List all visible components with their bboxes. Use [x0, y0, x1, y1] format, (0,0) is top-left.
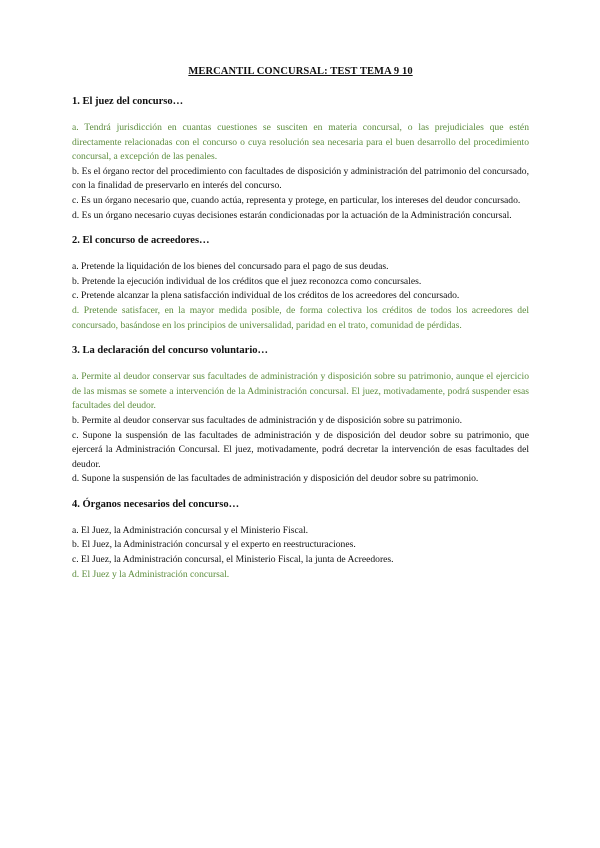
question-heading: 2. El concurso de acreedores… — [72, 235, 210, 247]
option-a: a. El Juez, la Administración concursal y el Ministerio Fiscal. — [72, 524, 309, 536]
option-c: c. Pretende alcanzar la plena satisfacción individual de los créditos de los acreedores del concursado. — [72, 290, 460, 302]
question-heading: 1. El juez del concurso… — [72, 96, 184, 107]
option-b: b. Permite al deudor conservar sus facultades de administración y de disposición sobre su patrimonio. — [72, 414, 463, 426]
option-d: d. Supone la suspensión de las facultades de administración y disposición del deudor sobre su patrimonio. — [72, 473, 479, 485]
option-c: c. El Juez, la Administración concursal, el Ministerio Fiscal, la junta de Acreedores. — [72, 554, 394, 566]
option-c: c. Es un órgano necesario que, cuando actúa, representa y protege, en particular, los intereses del deudor concursado. — [72, 194, 521, 206]
option-d-correct: d. Pretende satisfacer, en la mayor medida posible, de forma colectiva los créditos de todos los acreedores del concursado, basándose en los principios de universalidad, paridad en el trato, comunidad de pérdidas. — [72, 304, 529, 331]
option-a-correct: a. Permite al deudor conservar sus facultades de administración y disposición sobre su patrimonio, aunque el ejercicio de las mismas se somete a intervención de la Administración concursal. El juez, motivadamente, podrá suspender esas facultades del deudor. — [72, 371, 529, 412]
question-heading: 3. La declaración del concurso voluntario… — [72, 345, 268, 357]
question-2 — [72, 235, 529, 333]
option-a: a. Pretende la liquidación de los bienes del concursado para el pago de sus deudas. — [72, 261, 389, 273]
option-a-correct: a. Tendrá jurisdicción en cuantas cuestiones se susciten en materia concursal, o las prejudiciales que estén directamente relacionadas con el concurso o cuya resolución sea necesaria para el buen desarrollo del procedimiento concursal, a excepción de las penales. — [72, 122, 529, 163]
option-b: b. Es el órgano rector del procedimiento con facultades de disposición y administración del patrimonio del concursado, con la finalidad de preservarlo en interés del concurso. — [72, 165, 529, 192]
option-b: b. El Juez, la Administración concursal y el experto en reestructuraciones. — [72, 539, 356, 551]
question-4 — [72, 499, 529, 582]
question-3 — [72, 345, 529, 487]
option-c: c. Supone la suspensión de las facultades de administración y de disposición del deudor sobre su patrimonio, que ejercerá la Administración Concursal. El juez, motivadamente, podrá decretar la intervención de esas facultades del deudor. — [72, 429, 529, 470]
option-b: b. Pretende la ejecución individual de los créditos que el juez reconozca como concursales. — [72, 275, 422, 287]
option-d-correct: d. El Juez y la Administración concursal. — [72, 568, 230, 580]
page-title: MERCANTIL CONCURSAL: TEST TEMA 9 10 — [188, 66, 413, 77]
question-1 — [72, 96, 529, 223]
question-heading: 4. Órganos necesarios del concurso… — [72, 498, 240, 510]
option-d: d. Es un órgano necesario cuyas decisiones estarán condicionadas por la actuación de la Administración concursal. — [72, 209, 512, 221]
document-page — [72, 66, 529, 592]
